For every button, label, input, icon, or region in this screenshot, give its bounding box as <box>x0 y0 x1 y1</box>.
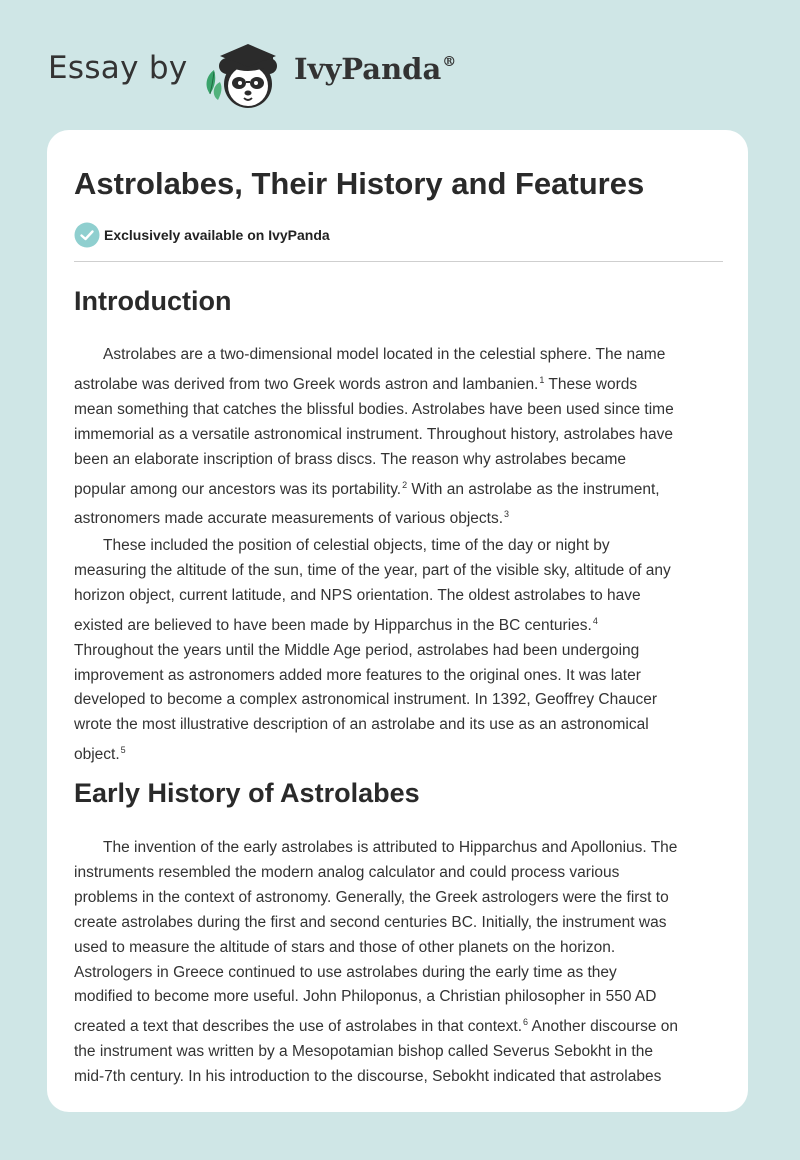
line-text: create astrolabes during the first and second centuries BC. Initially, the instrument was <box>74 913 667 931</box>
line-text: wrote the most illustrative description of an astrolabe and its use as an astronomical <box>74 716 649 734</box>
footnote-marker[interactable]: 4 <box>592 615 598 626</box>
line-text: used to measure the altitude of stars and those of other planets on the horizon. <box>74 938 616 956</box>
line-text: These included the position of celestial objects, time of the day or night by <box>103 537 610 554</box>
line-text: The invention of the early astrolabes is attributed to Hipparchus and Apollonius. The <box>103 839 678 856</box>
text-line <box>74 861 724 886</box>
text-line <box>74 688 724 713</box>
line-text: Astrologers in Greece continued to use astrolabes during the early time as they <box>74 963 617 981</box>
text-line <box>74 985 724 1010</box>
line-text: mid-7th century. In his introduction to the discourse, Sebokht indicated that astrolabes <box>74 1068 662 1086</box>
text-line <box>74 836 724 861</box>
line-text: popular among our ancestors was its portability. <box>74 480 402 498</box>
line-text: improvement as astronomers added more features to the original ones. It was later <box>74 666 641 684</box>
footnote-marker[interactable]: 6 <box>523 1017 529 1028</box>
paragraph-intro-2 <box>74 534 724 768</box>
line-text: problems in the context of astronomy. Generally, the Greek astrologers were the first to <box>74 888 669 906</box>
line-text: astrolabe was derived from two Greek words astron and lambanien. <box>74 375 539 393</box>
line-text: horizon object, current latitude, and NPS orientation. The oldest astrolabes to have <box>74 586 641 604</box>
paragraph-early-history-1 <box>74 836 724 1090</box>
text-line <box>74 738 724 768</box>
line-text: modified to become more useful. John Philoponus, a Christian philosopher in 550 AD <box>74 988 657 1006</box>
line-text: immemorial as a versatile astronomical instrument. Throughout history, astrolabes have <box>74 425 674 443</box>
registered-mark: ® <box>442 54 457 70</box>
text-line <box>74 639 724 664</box>
text-line <box>74 343 724 368</box>
line-text: instruments resembled the modern analog calculator and could process various <box>74 863 620 881</box>
line-text: object. <box>74 746 120 764</box>
check-circle-icon <box>74 222 100 248</box>
text-line <box>74 961 724 986</box>
text-line <box>74 1065 724 1090</box>
text-line <box>74 1010 724 1040</box>
text-line <box>74 502 724 532</box>
text-line <box>74 534 724 559</box>
text-line <box>74 886 724 911</box>
essay-by-label: Essay by <box>48 50 188 86</box>
line-text: Throughout the years until the Middle Age period, astrolabes had been undergoing <box>74 641 640 659</box>
text-line <box>74 584 724 609</box>
text-line <box>74 609 724 639</box>
paragraph-intro-1 <box>74 343 724 532</box>
text-line <box>74 398 724 423</box>
title-divider <box>74 261 723 262</box>
text-line <box>74 368 724 398</box>
line-text-after-footnote: These words <box>544 375 638 393</box>
site-header <box>0 0 800 130</box>
line-text: mean something that catches the blissful bodies. Astrolabes have been used since time <box>74 400 674 418</box>
line-text-after-footnote: With an astrolabe as the instrument, <box>407 480 660 498</box>
text-line <box>74 473 724 503</box>
footnote-marker[interactable]: 5 <box>120 745 126 756</box>
line-text-after-footnote: Another discourse on <box>528 1018 678 1036</box>
footnote-marker[interactable]: 3 <box>504 509 510 520</box>
text-line <box>74 1040 724 1065</box>
line-text: existed are believed to have been made by Hipparchus in the BC centuries. <box>74 616 592 634</box>
text-line <box>74 911 724 936</box>
line-text: developed to become a complex astronomical instrument. In 1392, Geoffrey Chaucer <box>74 691 658 709</box>
exclusive-badge-text: Exclusively available on IvyPanda <box>104 227 330 243</box>
page-title: Astrolabes, Their History and Features <box>74 166 645 201</box>
text-line <box>74 423 724 448</box>
line-text: the instrument was written by a Mesopotamian bishop called Severus Sebokht in the <box>74 1043 653 1061</box>
line-text: Astrolabes are a two-dimensional model located in the celestial sphere. The name <box>103 346 666 363</box>
text-line <box>74 448 724 473</box>
line-text: measuring the altitude of the sun, time of the year, part of the visible sky, altitude of any <box>74 561 671 579</box>
text-line <box>74 713 724 738</box>
brand-name[interactable]: IvyPanda® <box>294 52 457 86</box>
footnote-marker[interactable]: 2 <box>402 479 408 490</box>
panda-graduate-icon[interactable] <box>200 36 290 110</box>
line-text: created a text that describes the use of astrolabes in that context. <box>74 1018 523 1036</box>
line-text: astronomers made accurate measurements of various objects. <box>74 510 504 528</box>
text-line <box>74 936 724 961</box>
line-text: been an elaborate inscription of brass discs. The reason why astrolabes became <box>74 450 626 468</box>
essay-card <box>47 130 748 1112</box>
section-heading-early-history: Early History of Astrolabes <box>74 778 420 808</box>
footnote-marker[interactable]: 1 <box>539 374 545 385</box>
text-line <box>74 559 724 584</box>
exclusive-badge <box>74 222 330 248</box>
text-line <box>74 664 724 689</box>
section-heading-introduction: Introduction <box>74 286 232 316</box>
